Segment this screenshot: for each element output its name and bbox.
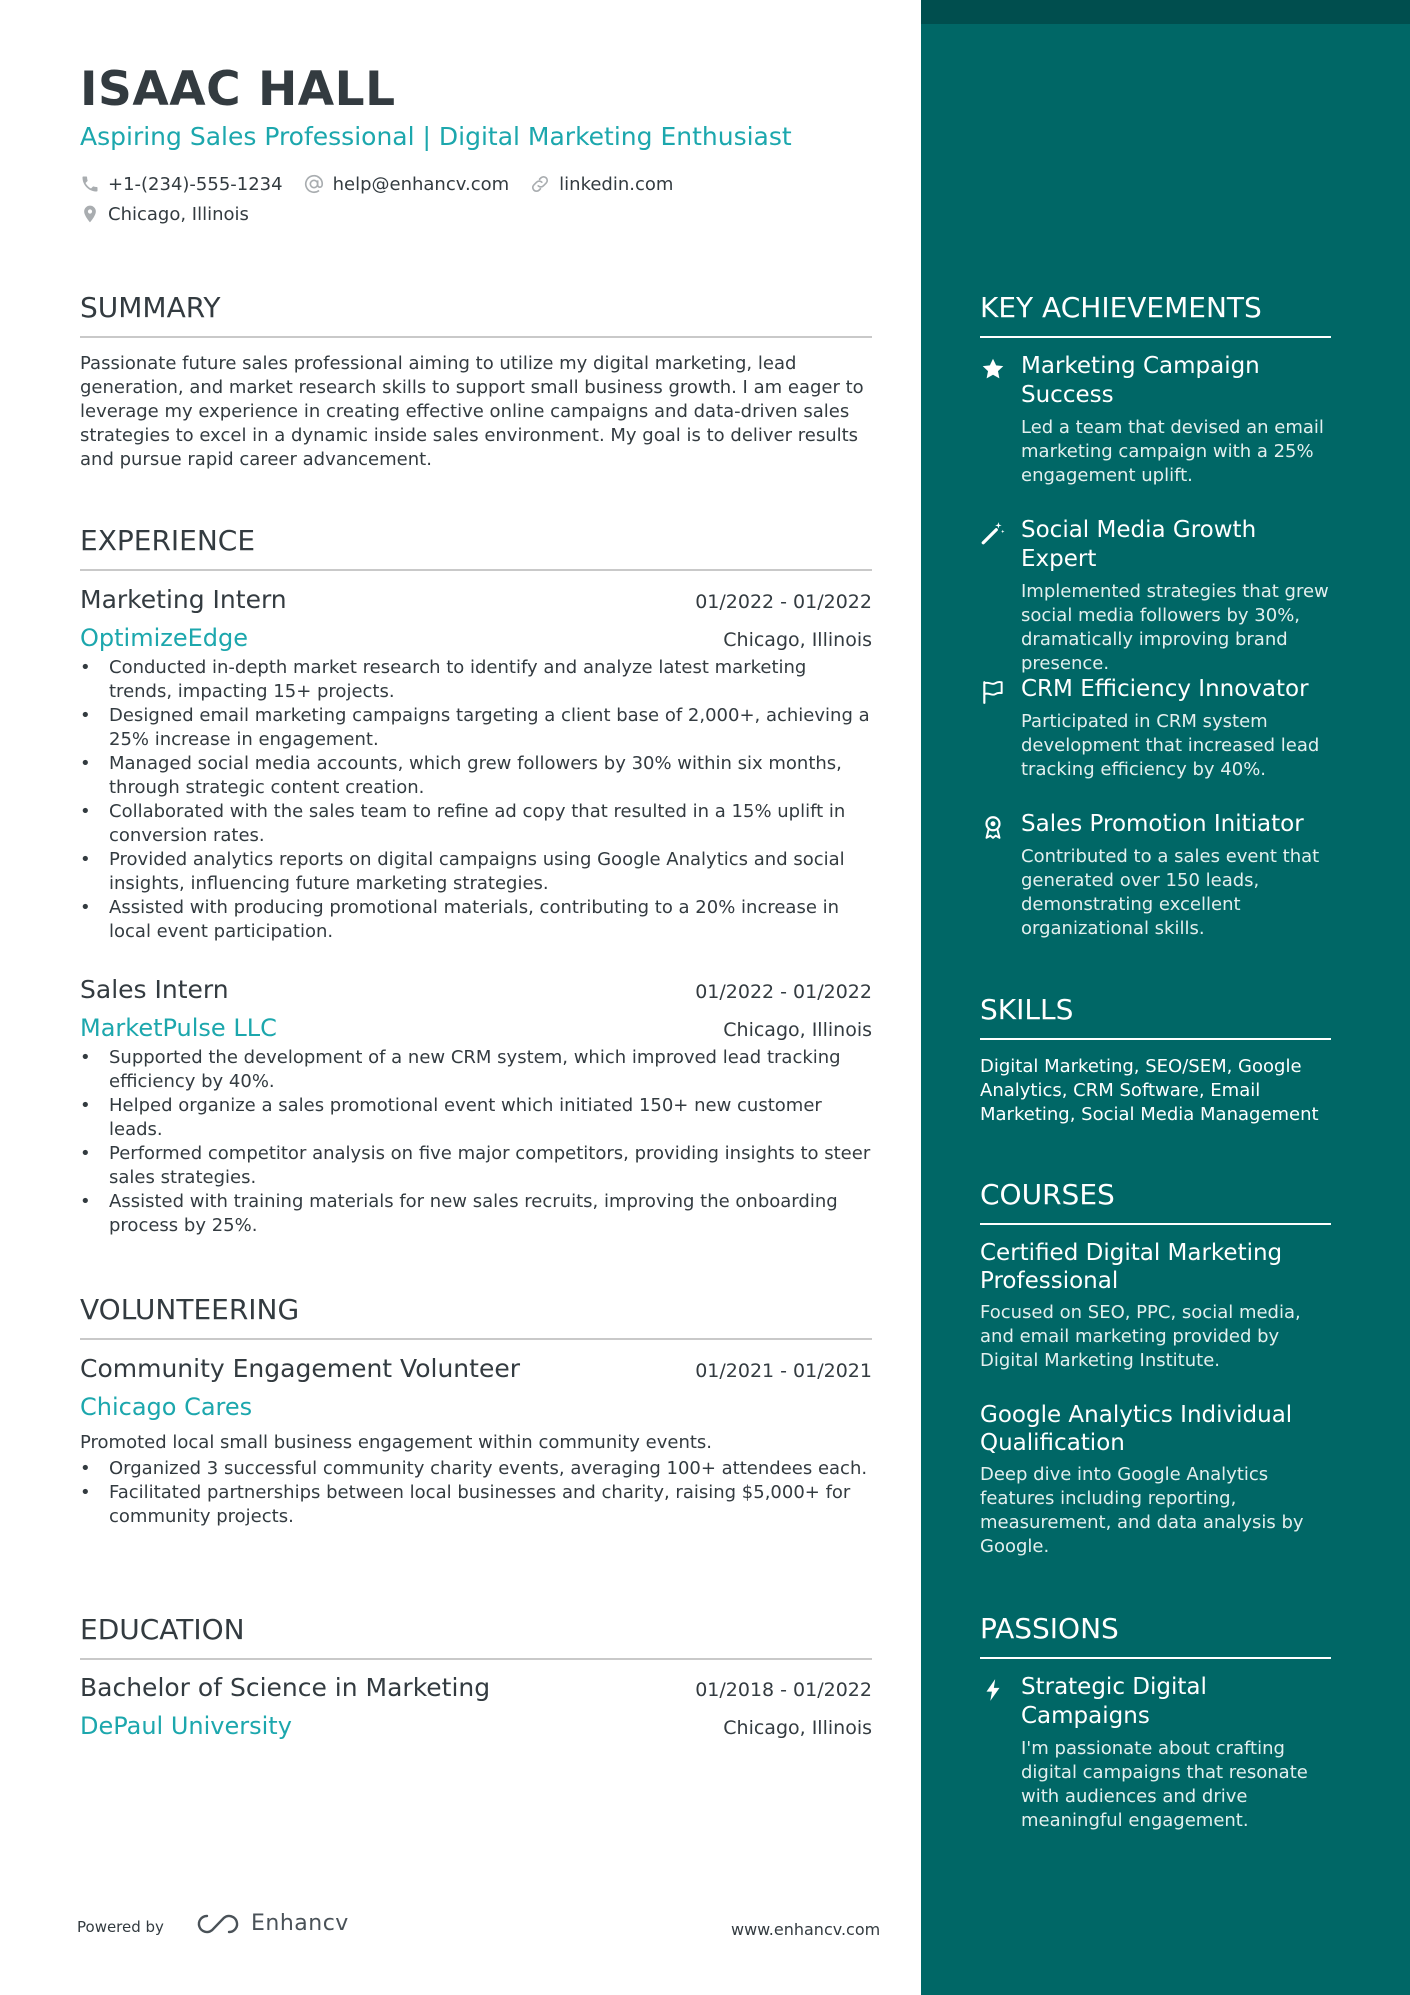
passion-title: Strategic Digital Campaigns <box>1021 1674 1207 1729</box>
email-text: help@enhancv.com <box>332 173 510 195</box>
enhancv-logo[interactable] <box>195 1911 349 1936</box>
education-item <box>80 1671 872 1742</box>
skills-heading: SKILLS <box>980 992 1331 1040</box>
volunteer-role: Community Engagement Volunteer <box>80 1354 520 1383</box>
bullet-item: • Helped organize a sales promotional event which initiated 150+ new customer leads. <box>80 1094 872 1142</box>
passion-item <box>980 1673 1331 1833</box>
job-title: Marketing Intern <box>80 585 287 614</box>
volunteer-bullets <box>80 1457 872 1529</box>
flag-icon <box>980 679 1006 705</box>
candidate-tagline: Aspiring Sales Professional | Digital Marketing Enthusiast <box>80 122 792 151</box>
achievement-item <box>980 352 1331 488</box>
education-heading: EDUCATION <box>80 1612 872 1660</box>
achievement-title: CRM Efficiency Innovator <box>1021 676 1309 702</box>
bullet-item: • Conducted in-depth market research to identify and analyze latest marketing trends, impacting 15+ projects. <box>80 656 872 704</box>
volunteer-description: Promoted local small business engagement within community events. <box>80 1432 713 1453</box>
phone-icon <box>80 174 100 194</box>
contact-phone[interactable] <box>80 174 283 195</box>
enhancv-logo-text: Enhancv <box>251 1911 349 1936</box>
experience-heading: EXPERIENCE <box>80 523 872 571</box>
school: DePaul University <box>80 1712 292 1740</box>
contact-location <box>80 203 249 225</box>
job-company: OptimizeEdge <box>80 624 249 652</box>
footer-site-link[interactable]: www.enhancv.com <box>731 1920 881 1939</box>
bullet-item: • Performed competitor analysis on five major competitors, providing insights to steer sales strategies. <box>80 1142 872 1190</box>
bullet-item: • Assisted with producing promotional materials, contributing to a 20% increase in local event participation. <box>80 896 872 944</box>
achievement-description: Participated in CRM system development that increased lead tracking efficiency by 40%. <box>1021 711 1320 780</box>
job-bullets <box>80 656 872 944</box>
course-description: Deep dive into Google Analytics features including reporting, measurement, and data analysis by Google. <box>980 1464 1304 1557</box>
lightning-icon <box>980 1677 1006 1703</box>
achievement-item <box>980 675 1331 782</box>
volunteer-org: Chicago Cares <box>80 1393 253 1421</box>
phone-text: +1-(234)-555-1234 <box>108 173 283 195</box>
achievement-description: Implemented strategies that grew social media followers by 30%, dramatically improving brand presence. <box>1021 581 1329 674</box>
degree: Bachelor of Science in Marketing <box>80 1673 491 1702</box>
job-date: 01/2022 - 01/2022 <box>695 591 872 613</box>
contact-website[interactable] <box>529 173 673 195</box>
achievements-heading: KEY ACHIEVEMENTS <box>980 290 1331 338</box>
bullet-item: • Assisted with training materials for new sales recruits, improving the onboarding process by 25%. <box>80 1190 872 1238</box>
website-text: linkedin.com <box>559 173 674 195</box>
achievement-title: Social Media Growth Expert <box>1021 517 1257 572</box>
job-location: Chicago, Illinois <box>723 629 872 651</box>
link-icon <box>529 173 551 195</box>
course-title: Google Analytics Individual Qualification <box>980 1402 1293 1456</box>
courses-heading: COURSES <box>980 1177 1331 1225</box>
bullet-item: • Organized 3 successful community charity events, averaging 100+ attendees each. <box>80 1457 872 1481</box>
course-description: Focused on SEO, PPC, social media, and email marketing provided by Digital Marketing Institute. <box>980 1302 1301 1371</box>
location-pin-icon <box>80 203 100 225</box>
powered-by-label: Powered by <box>77 1918 164 1936</box>
skills-text: Digital Marketing, SEO/SEM, Google Analytics, CRM Software, Email Marketing, Social Media Management <box>980 1056 1319 1125</box>
contact-row <box>80 173 693 195</box>
volunteering-item <box>80 1352 872 1529</box>
passion-description: I'm passionate about crafting digital campaigns that resonate with audiences and drive meaningful engagement. <box>1021 1738 1308 1831</box>
course-item <box>980 1401 1331 1559</box>
course-title: Certified Digital Marketing Professional <box>980 1240 1283 1294</box>
bullet-item: • Collaborated with the sales team to refine ad copy that resulted in a 15% uplift in conversion rates. <box>80 800 872 848</box>
achievement-title: Marketing Campaign Success <box>1021 353 1260 408</box>
achievement-description: Led a team that devised an email marketing campaign with a 25% engagement uplift. <box>1021 417 1324 486</box>
enhancv-logo-icon <box>195 1912 241 1936</box>
candidate-name: ISAAC HALL <box>80 62 396 117</box>
experience-item <box>80 583 872 944</box>
achievement-item <box>980 810 1331 941</box>
job-location: Chicago, Illinois <box>723 1019 872 1041</box>
volunteer-date: 01/2021 - 01/2021 <box>695 1360 872 1382</box>
course-item <box>980 1239 1331 1373</box>
magic-wand-icon <box>980 520 1006 546</box>
bullet-item: • Supported the development of a new CRM system, which improved lead tracking efficiency by 40%. <box>80 1046 872 1094</box>
achievement-item <box>980 516 1331 676</box>
bullet-item: • Provided analytics reports on digital campaigns using Google Analytics and social insights, influencing future marketing strategies. <box>80 848 872 896</box>
bullet-item: • Facilitated partnerships between local businesses and charity, raising $5,000+ for community projects. <box>80 1481 872 1529</box>
at-sign-icon <box>303 173 325 195</box>
achievement-description: Contributed to a sales event that generated over 150 leads, demonstrating excellent organizational skills. <box>1021 846 1320 939</box>
summary-text: Passionate future sales professional aiming to utilize my digital marketing, lead generation, and market research skills to support small business growth. I am eager to leverage my experience in creating effective online campaigns and data-driven sales strategies to excel in a dynamic inside sales environment. My goal is to deliver results and pursue rapid career advancement. <box>80 353 864 470</box>
job-bullets <box>80 1046 872 1238</box>
contact-email[interactable] <box>303 173 510 195</box>
job-date: 01/2022 - 01/2022 <box>695 981 872 1003</box>
location-text: Chicago, Illinois <box>108 203 249 225</box>
volunteering-heading: VOLUNTEERING <box>80 1292 872 1340</box>
summary-heading: SUMMARY <box>80 290 872 338</box>
award-icon <box>980 814 1006 840</box>
education-date: 01/2018 - 01/2022 <box>695 1679 872 1701</box>
job-company: MarketPulse LLC <box>80 1014 277 1042</box>
bullet-item: • Designed email marketing campaigns targeting a client base of 2,000+, achieving a 25% increase in engagement. <box>80 704 872 752</box>
passions-heading: PASSIONS <box>980 1611 1331 1659</box>
achievement-title: Sales Promotion Initiator <box>1021 811 1304 837</box>
star-icon <box>980 356 1006 382</box>
job-title: Sales Intern <box>80 975 229 1004</box>
contact-row-location <box>80 203 269 225</box>
experience-item <box>80 973 872 1238</box>
bullet-item: • Managed social media accounts, which grew followers by 30% within six months, through strategic content creation. <box>80 752 872 800</box>
sidebar <box>921 0 1410 1995</box>
sidebar-top-band <box>921 0 1410 24</box>
education-location: Chicago, Illinois <box>723 1717 872 1739</box>
